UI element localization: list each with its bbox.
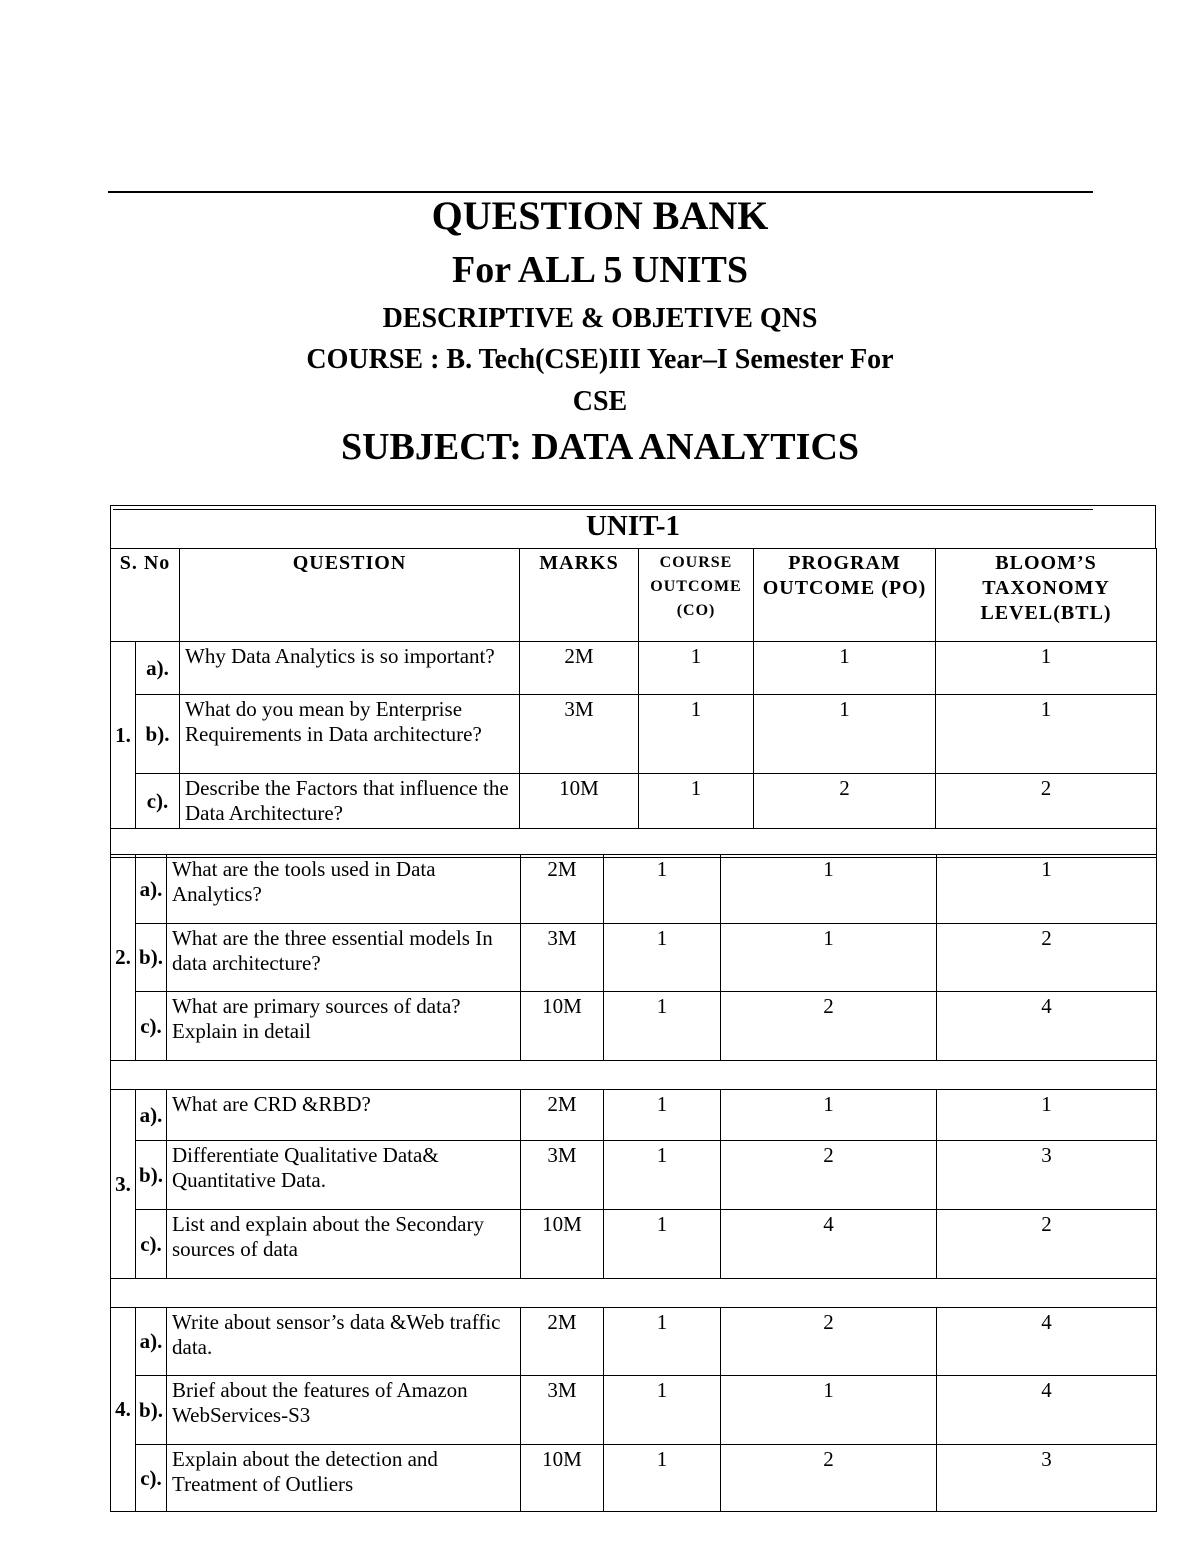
marks-cell: 10M [521, 992, 604, 1061]
table-row [111, 1308, 1157, 1376]
btl-cell: 4 [937, 1308, 1157, 1376]
co-cell: 1 [604, 924, 721, 992]
btl-cell: 2 [937, 924, 1157, 992]
spacer-row [111, 1061, 1157, 1090]
sub-label: c). [136, 774, 180, 829]
sub-label: a). [136, 1308, 167, 1376]
course-line-cont: CSE [572, 386, 628, 417]
question-text: List and explain about the Secondary sources of data [167, 1210, 521, 1279]
group-number: 4. [111, 1308, 136, 1512]
sub-label: c). [136, 992, 167, 1061]
spacer-cell [111, 1061, 1157, 1090]
table-row [111, 1376, 1157, 1445]
table-row [111, 1445, 1157, 1512]
question-text: Brief about the features of Amazon WebServices-S3 [167, 1376, 521, 1445]
co-cell: 1 [604, 1445, 721, 1512]
po-cell: 2 [754, 774, 936, 829]
table-row [111, 774, 1157, 829]
co-cell: 1 [639, 695, 754, 774]
po-cell: 1 [721, 924, 937, 992]
po-cell: 2 [721, 1141, 937, 1210]
col-header-co: COURSE OUTCOME (CO) [639, 549, 754, 642]
po-cell: 2 [721, 992, 937, 1061]
po-cell: 1 [754, 642, 936, 695]
marks-cell: 10M [520, 774, 639, 829]
po-cell: 1 [721, 1090, 937, 1141]
marks-cell: 10M [521, 1210, 604, 1279]
page-subtitle: For ALL 5 UNITS [452, 249, 748, 291]
table-row [111, 1090, 1157, 1141]
unit-heading [110, 505, 1156, 549]
question-text: What are primary sources of data? Explain in detail [167, 992, 521, 1061]
sub-label: b). [136, 1141, 167, 1210]
question-text: What do you mean by Enterprise Requirements in Data architecture? [180, 695, 520, 774]
co-cell: 1 [604, 1308, 721, 1376]
subject-title: SUBJECT: DATA ANALYTICS [340, 426, 860, 468]
group-number: 1. [111, 642, 136, 829]
po-cell: 1 [721, 1376, 937, 1445]
po-cell: 1 [754, 695, 936, 774]
question-text: Write about sensor’s data &Web traffic data. [167, 1308, 521, 1376]
spacer-row [111, 1279, 1157, 1308]
co-cell: 1 [604, 1090, 721, 1141]
table-header-row [111, 549, 1157, 642]
course-line: COURSE : B. Tech(CSE)III Year–I Semester For [306, 344, 894, 375]
sub-label: c). [136, 1210, 167, 1279]
co-cell: 1 [639, 642, 754, 695]
unit-inner-rule [113, 509, 1093, 510]
table-row [111, 642, 1157, 695]
btl-cell: 4 [937, 1376, 1157, 1445]
btl-cell: 2 [936, 774, 1157, 829]
question-text: Explain about the detection and Treatment of Outliers [167, 1445, 521, 1512]
question-table-part-2 [110, 854, 1157, 1512]
marks-cell: 3M [520, 695, 639, 774]
col-header-sno: S. No [111, 549, 180, 642]
sub-label: c). [136, 1445, 167, 1512]
group-number: 3. [111, 1090, 136, 1279]
table-row [111, 855, 1157, 924]
btl-cell: 3 [937, 1141, 1157, 1210]
question-text: Why Data Analytics is so important? [180, 642, 520, 695]
po-cell: 2 [721, 1445, 937, 1512]
co-cell: 1 [604, 855, 721, 924]
description-line: DESCRIPTIVE & OBJETIVE QNS [382, 303, 818, 334]
marks-cell: 3M [521, 1376, 604, 1445]
btl-cell: 4 [937, 992, 1157, 1061]
btl-cell: 1 [937, 1090, 1157, 1141]
marks-cell: 2M [521, 1090, 604, 1141]
sub-label: a). [136, 855, 167, 924]
marks-cell: 3M [521, 1141, 604, 1210]
sub-label: b). [136, 695, 180, 774]
question-text: Differentiate Qualitative Data& Quantitative Data. [167, 1141, 521, 1210]
question-text: Describe the Factors that influence the Data Architecture? [180, 774, 520, 829]
sub-label: a). [136, 1090, 167, 1141]
btl-cell: 2 [937, 1210, 1157, 1279]
unit-label: UNIT-1 [585, 510, 680, 542]
sub-label: b). [136, 1376, 167, 1445]
marks-cell: 2M [520, 642, 639, 695]
po-cell: 4 [721, 1210, 937, 1279]
marks-cell: 2M [521, 1308, 604, 1376]
po-cell: 1 [721, 855, 937, 924]
btl-cell: 1 [937, 855, 1157, 924]
sub-label: b). [136, 924, 167, 992]
spacer-cell [111, 1279, 1157, 1308]
btl-cell: 1 [936, 695, 1157, 774]
marks-cell: 3M [521, 924, 604, 992]
marks-cell: 10M [521, 1445, 604, 1512]
co-cell: 1 [639, 774, 754, 829]
co-cell: 1 [604, 992, 721, 1061]
group-number: 2. [111, 855, 136, 1061]
table-row [111, 992, 1157, 1061]
btl-cell: 1 [936, 642, 1157, 695]
co-cell: 1 [604, 1141, 721, 1210]
co-cell: 1 [604, 1210, 721, 1279]
co-cell: 1 [604, 1376, 721, 1445]
table-row [111, 695, 1157, 774]
table-row [111, 1141, 1157, 1210]
table-row [111, 1210, 1157, 1279]
page-title: QUESTION BANK [431, 193, 769, 238]
marks-cell: 2M [521, 855, 604, 924]
question-text: What are the tools used in Data Analytics? [167, 855, 521, 924]
col-header-marks: MARKS [520, 549, 639, 642]
col-header-question: QUESTION [180, 549, 520, 642]
col-header-po: PROGRAM OUTCOME (PO) [754, 549, 936, 642]
table-row [111, 924, 1157, 992]
sub-label: a). [136, 642, 180, 695]
question-text: What are the three essential models In data architecture? [167, 924, 521, 992]
question-table-part-1 [110, 548, 1157, 858]
po-cell: 2 [721, 1308, 937, 1376]
col-header-btl: BLOOM’S TAXONOMY LEVEL(BTL) [936, 549, 1157, 642]
question-text: What are CRD &RBD? [167, 1090, 521, 1141]
btl-cell: 3 [937, 1445, 1157, 1512]
